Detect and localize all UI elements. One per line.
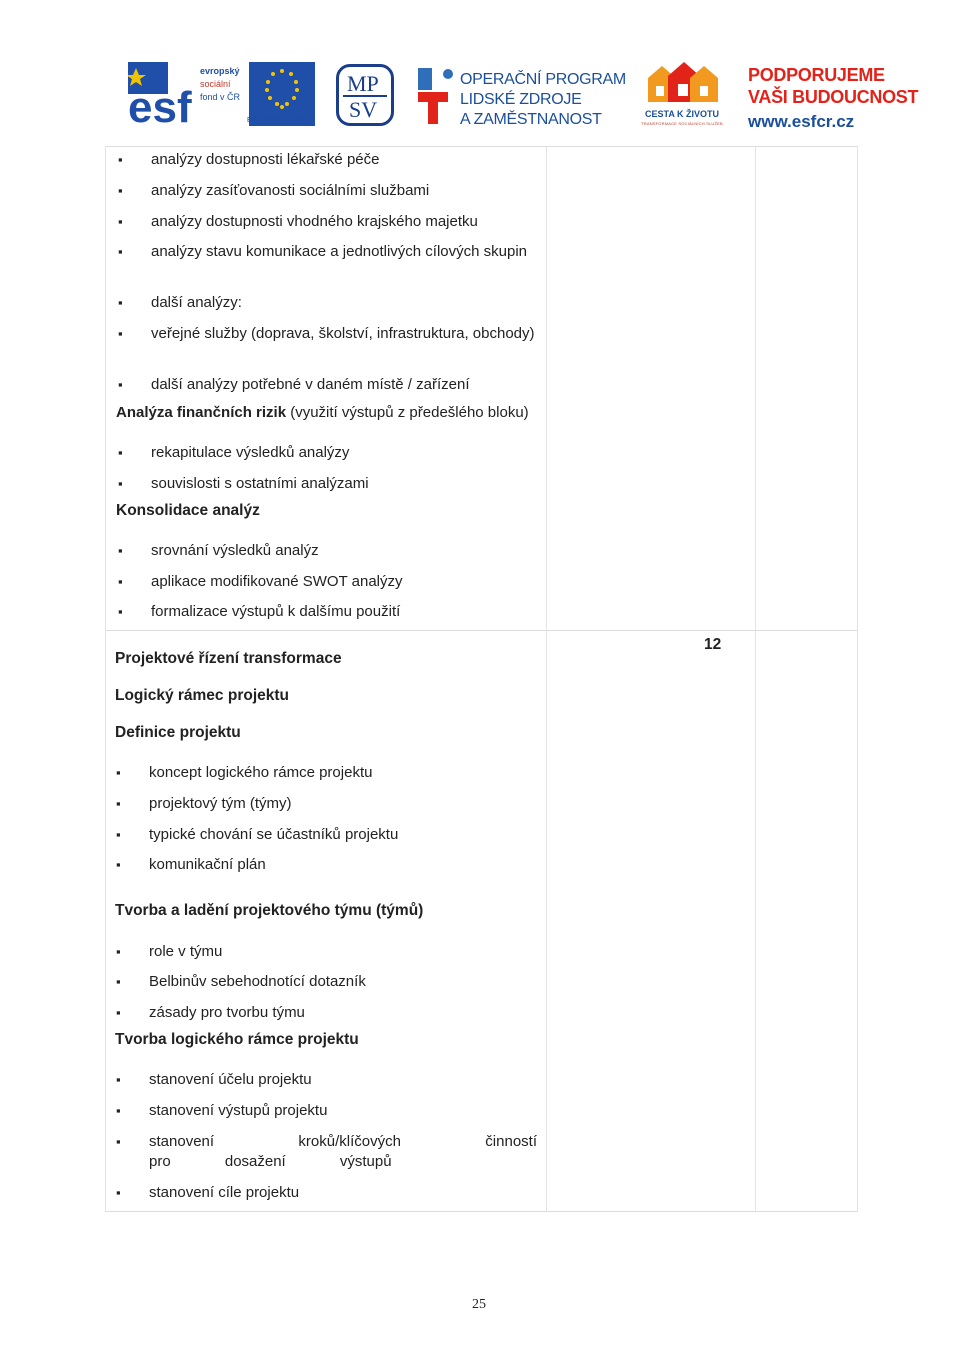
list-item: ▪ projektový tým (týmy): [149, 794, 292, 814]
list-item: ▪ koncept logického rámce projektu: [149, 763, 372, 783]
list-item: ▪ srovnání výsledků analýz: [151, 541, 319, 561]
eu-label: EVROPSKÁ UNIE: [247, 117, 309, 124]
section-heading: Tvorba a ladění projektového týmu (týmů): [115, 902, 424, 919]
konsolidace-heading: Konsolidace analýz: [116, 502, 260, 519]
table-bottom-border: [105, 1211, 857, 1212]
slogan: [748, 64, 918, 108]
mpsv-logo: [336, 64, 394, 126]
list-item: ▪ aplikace modifikované SWOT analýzy: [151, 572, 403, 592]
cesta-label: CESTA K ŽIVOTU: [645, 109, 719, 119]
list-item: ▪ role v týmu: [149, 942, 222, 962]
table-row-divider: [105, 630, 857, 631]
op-person-icon: [412, 62, 454, 126]
section-heading: Definice projektu: [115, 724, 241, 741]
section-heading: Tvorba logického rámce projektu: [115, 1031, 359, 1048]
list-item: ▪ další analýzy potřebné v daném místě / zařízení: [151, 375, 470, 395]
financial-risk-note: (využití výstupů z předešlého bloku): [286, 404, 529, 421]
slogan-line-1: PODPORUJEME: [748, 65, 885, 85]
table-col-divider-2: [755, 146, 756, 1212]
table-col-divider-1: [546, 146, 547, 1212]
list-item: ▪ stanovení cíle projektu: [149, 1183, 299, 1203]
esf-line-1: evropský: [200, 66, 240, 76]
list-item: ▪ analýzy stavu komunikace a jednotlivých cílových skupin: [151, 242, 540, 262]
list-item: ▪ analýzy zasíťovanosti sociálními službami: [151, 181, 429, 201]
list-item: ▪ rekapitulace výsledků analýzy: [151, 443, 349, 463]
financial-risk-title: Analýza finančních rizik: [116, 404, 287, 421]
list-item: ▪ stanovení výstupů projektu: [149, 1101, 327, 1121]
esf-letters: esf: [128, 83, 192, 130]
hours-count: 12: [704, 636, 722, 653]
op-program-text: [460, 70, 626, 130]
section-heading: Projektové řízení transformace: [115, 650, 342, 667]
esf-logo: [128, 60, 240, 130]
financial-risk-heading: [116, 404, 536, 422]
op-line-3: A ZAMĚSTNANOST: [460, 111, 602, 128]
page-number: 25: [472, 1297, 486, 1312]
table-top-border: [105, 146, 857, 147]
list-item: ▪ Belbinův sebehodnotící dotazník: [149, 972, 366, 992]
list-item: ▪ souvislosti s ostatními analýzami: [151, 474, 369, 494]
list-item: ▪ veřejné služby (doprava, školství, infrastruktura, obchody): [151, 324, 540, 344]
list-item: ▪ typické chování se účastníků projektu: [149, 825, 398, 845]
list-item: ▪ analýzy dostupnosti lékařské péče: [151, 150, 379, 170]
table-right-border: [857, 146, 858, 1212]
list-item: ▪ další analýzy:: [151, 293, 242, 313]
esf-url-link[interactable]: www.esfcr.cz: [748, 112, 855, 131]
list-item: ▪ stanovení účelu projektu: [149, 1070, 312, 1090]
mpsv-line-1: MP: [347, 71, 379, 96]
cesta-sub: TRANSFORMACE SOCIÁLNÍCH SLUŽEB: [641, 121, 723, 126]
list-item: ▪ formalizace výstupů k dalšímu použití: [151, 602, 400, 622]
mpsv-line-2: SV: [349, 97, 378, 122]
slogan-line-2: VAŠI BUDOUCNOST: [748, 87, 919, 107]
table-left-border: [105, 146, 106, 1212]
list-item: ▪ stanovení kroků/klíčových činností pro dosažení výstupů: [149, 1132, 537, 1172]
op-line-2: LIDSKÉ ZDROJE: [460, 91, 582, 108]
section-heading: Logický rámec projektu: [115, 687, 290, 704]
list-item: ▪ zásady pro tvorbu týmu: [149, 1003, 305, 1023]
list-item: ▪ komunikační plán: [149, 855, 266, 875]
esf-line-3: fond v ČR: [200, 92, 240, 102]
op-line-1: OPERAČNÍ PROGRAM: [460, 71, 626, 88]
esf-line-2: sociální: [200, 79, 231, 89]
list-item: ▪ analýzy dostupnosti vhodného krajského majetku: [151, 212, 478, 232]
